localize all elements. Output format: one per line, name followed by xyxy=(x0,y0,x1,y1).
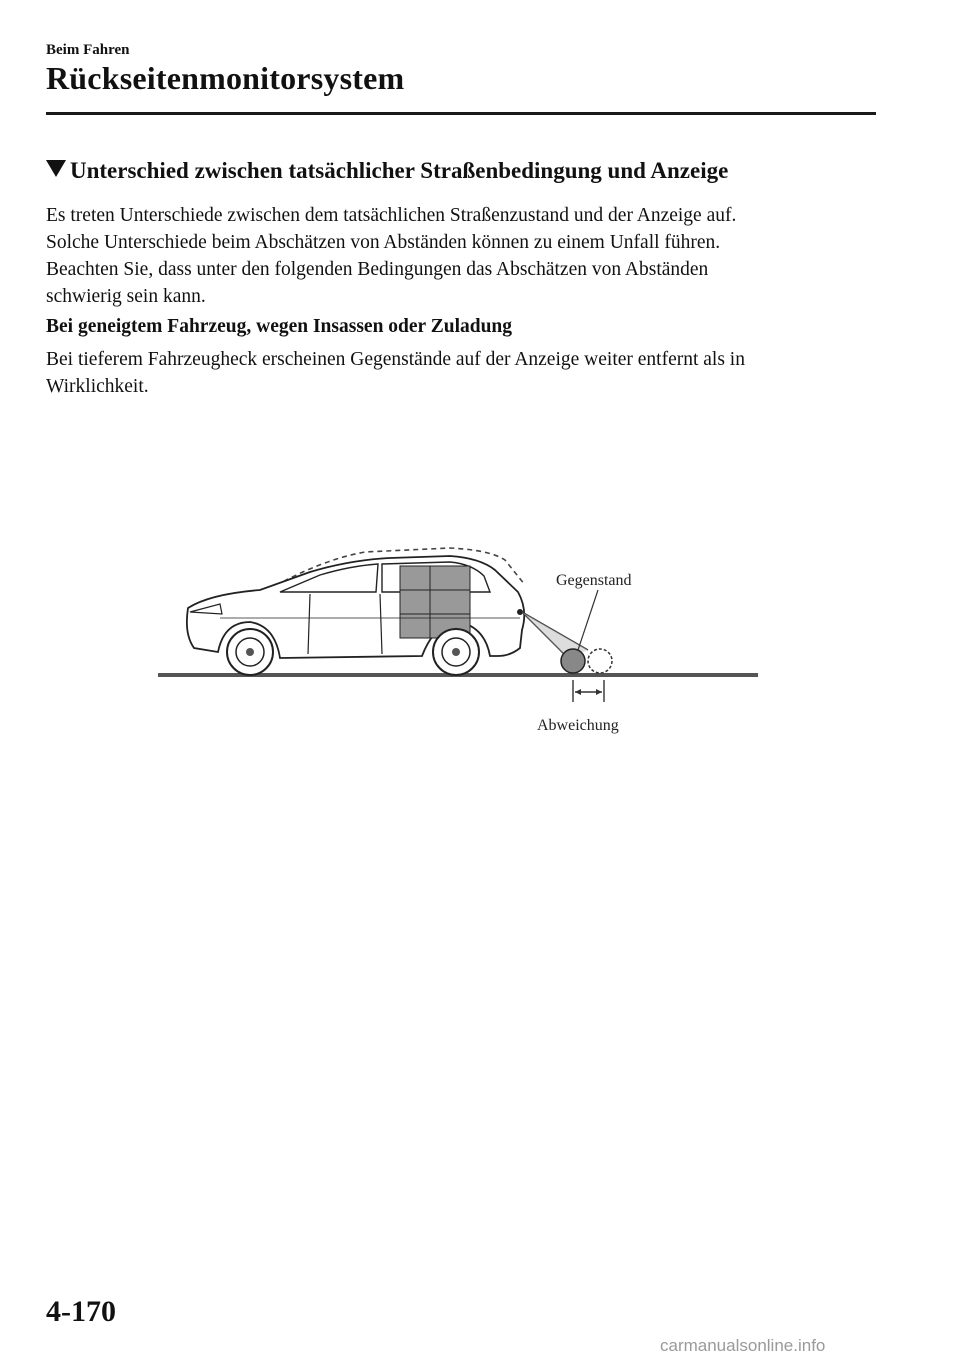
section-heading-text: Unterschied zwischen tatsächlicher Straßenbedingung und Anzeige xyxy=(70,158,729,183)
paragraph-line: Beachten Sie, dass unter den folgenden Bedingungen das Abschätzen von Abständen xyxy=(46,259,709,280)
section-heading xyxy=(46,158,728,184)
rear-wheel xyxy=(433,629,479,675)
page-number: 4-170 xyxy=(46,1295,116,1328)
watermark: carmanualsonline.info xyxy=(660,1336,826,1355)
paragraph-line: schwierig sein kann. xyxy=(46,286,206,307)
front-wheel xyxy=(227,629,273,675)
paragraph-line: Wirklichkeit. xyxy=(46,376,149,397)
camera-deviation-figure xyxy=(150,530,770,760)
intro-paragraph xyxy=(46,202,876,310)
paragraph-line: Bei tieferem Fahrzeugheck erscheinen Gegenstände auf der Anzeige weiter entfernt als in xyxy=(46,349,745,370)
car-illustration xyxy=(150,530,770,760)
subheading: Bei geneigtem Fahrzeug, wegen Insassen oder Zuladung xyxy=(46,316,513,337)
actual-object xyxy=(561,649,585,673)
paragraph-line: Es treten Unterschiede zwischen dem tatsächlichen Straßenzustand und der Anzeige auf. xyxy=(46,205,737,226)
page-title: Rückseitenmonitorsystem xyxy=(46,60,405,96)
detail-paragraph xyxy=(46,346,876,400)
object-label: Gegenstand xyxy=(556,572,632,589)
object-leader-line xyxy=(578,590,598,650)
paragraph-line: Solche Unterschiede beim Abschätzen von Abständen können zu einem Unfall führen. xyxy=(46,232,721,253)
displayed-object xyxy=(588,649,612,673)
cargo-load xyxy=(400,566,470,638)
chapter-label: Beim Fahren xyxy=(46,42,130,58)
title-rule xyxy=(46,112,876,115)
deviation-label: Abweichung xyxy=(537,717,619,734)
triangle-down-icon xyxy=(46,160,66,177)
